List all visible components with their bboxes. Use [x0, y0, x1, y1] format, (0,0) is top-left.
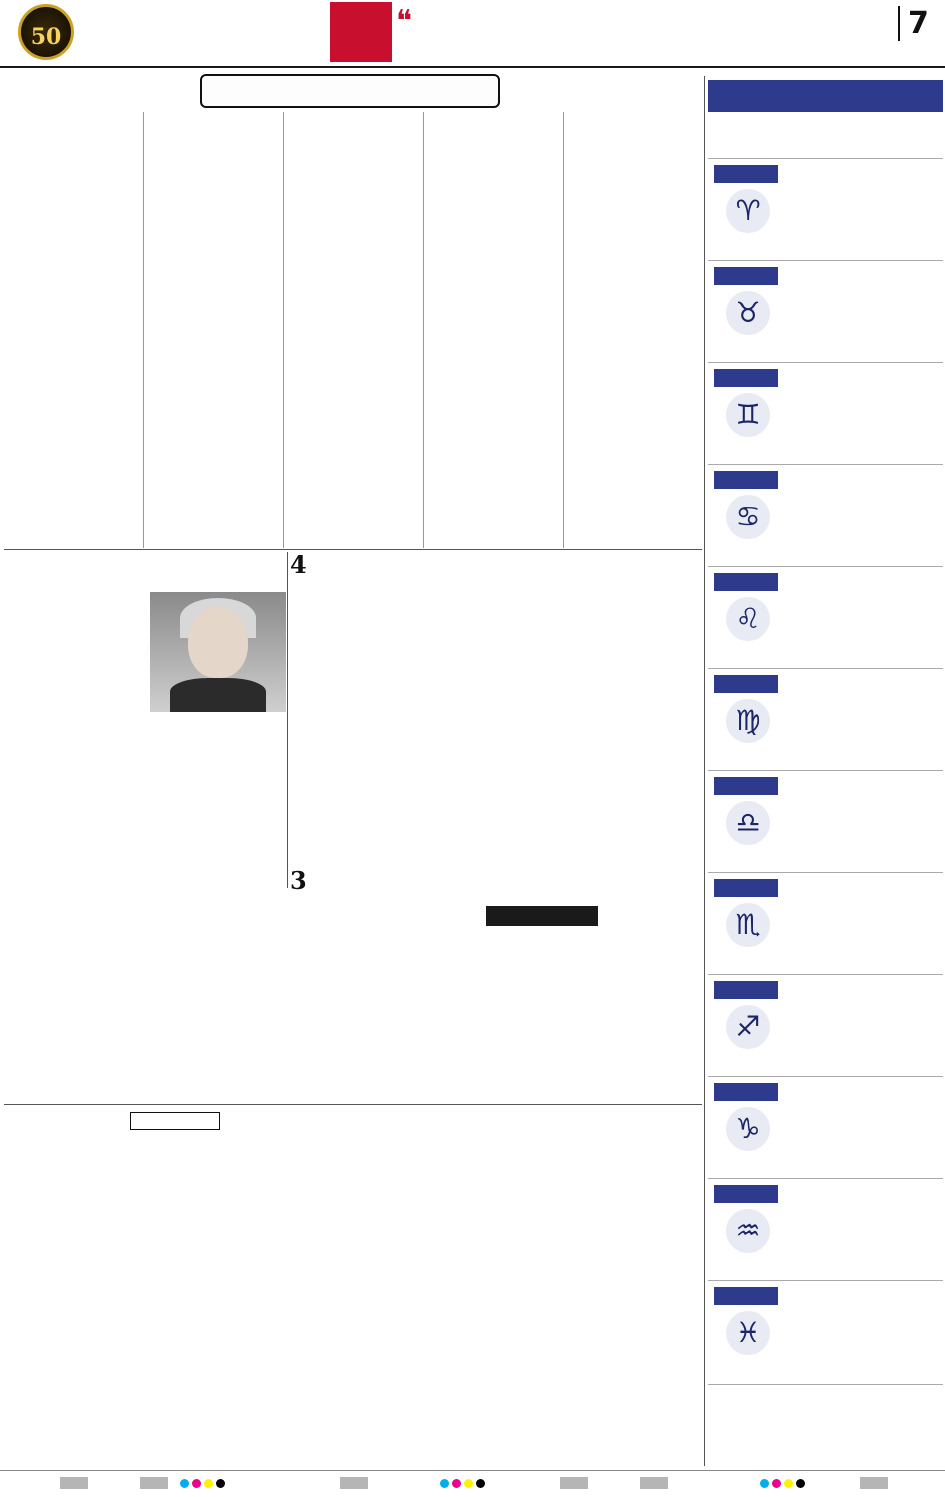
zodiac-name — [714, 573, 778, 591]
schedule-column-divider — [563, 112, 564, 548]
rashiphala-divider — [704, 76, 705, 1466]
zodiac-name — [714, 1287, 778, 1305]
grey-patch — [560, 1477, 588, 1489]
color-dot — [216, 1479, 225, 1488]
grey-patch — [860, 1477, 888, 1489]
followup-body-col3 — [290, 1112, 520, 1282]
color-dot — [784, 1479, 793, 1488]
zodiac-entry — [708, 668, 943, 773]
hostel-body-col3 — [570, 628, 702, 862]
grey-patch — [140, 1477, 168, 1489]
story-divider-1 — [287, 552, 288, 888]
zodiac-symbol-icon: ♋ — [726, 495, 770, 539]
zodiac-symbol-icon: ♎ — [726, 801, 770, 845]
zodiac-symbol-icon: ♏ — [726, 903, 770, 947]
camp-headline — [4, 1044, 286, 1070]
zodiac-entry — [708, 1076, 943, 1181]
zodiac-forecast — [784, 573, 940, 669]
court-body — [530, 1372, 702, 1466]
grey-patch — [60, 1477, 88, 1489]
photo-clothing — [170, 678, 266, 712]
schedule-heading — [200, 74, 500, 108]
zodiac-forecast — [784, 879, 940, 975]
zodiac-name — [714, 1083, 778, 1101]
zodiac-forecast — [784, 267, 940, 363]
color-dot — [760, 1479, 769, 1488]
hostel-headline-figure: 4 — [290, 550, 307, 579]
schedule-columns — [4, 112, 702, 548]
page-number: 7 — [898, 6, 929, 41]
followup-top-rule — [4, 1104, 702, 1105]
zodiac-forecast — [784, 981, 940, 1077]
quote-mark-icon: ❝ — [396, 4, 413, 39]
zodiac-entry — [708, 1178, 943, 1283]
zodiac-entry — [708, 872, 943, 977]
quote-of-day-badge — [330, 2, 392, 62]
panchang-text — [708, 1384, 943, 1464]
temple-headline — [4, 878, 286, 912]
photo-face — [188, 606, 248, 678]
color-dot — [796, 1479, 805, 1488]
schedule-column-divider — [283, 112, 284, 548]
color-dot — [192, 1479, 201, 1488]
minister-headline — [290, 866, 702, 906]
followup-body-col2 — [148, 1134, 286, 1466]
zodiac-name — [714, 165, 778, 183]
schedule-column — [284, 112, 422, 548]
color-dot — [476, 1479, 485, 1488]
zodiac-name — [714, 675, 778, 693]
zodiac-symbol-icon: ♌ — [726, 597, 770, 641]
color-dot — [180, 1479, 189, 1488]
zodiac-entry — [708, 770, 943, 875]
anniversary-logo — [8, 4, 108, 62]
temple-body — [4, 926, 286, 1040]
zodiac-forecast — [784, 675, 940, 771]
zodiac-symbol-icon: ♈ — [726, 189, 770, 233]
doctor-headline — [4, 552, 286, 588]
color-dot — [772, 1479, 781, 1488]
zodiac-entry — [708, 260, 943, 365]
odisha-body — [290, 1310, 520, 1466]
schedule-column-divider — [143, 112, 144, 548]
doctor-photo — [150, 592, 286, 712]
rashiphala-panel — [708, 80, 943, 1370]
zodiac-forecast — [784, 471, 940, 567]
camp-body — [4, 1082, 286, 1102]
zodiac-symbol-icon: ♑ — [726, 1107, 770, 1151]
followup-box-label — [130, 1112, 220, 1130]
zodiac-entry — [708, 566, 943, 671]
zodiac-entry — [708, 158, 943, 263]
zodiac-name — [714, 267, 778, 285]
zodiac-entry — [708, 464, 943, 569]
zodiac-name — [714, 981, 778, 999]
color-dot — [452, 1479, 461, 1488]
zodiac-name — [714, 1185, 778, 1203]
zodiac-symbol-icon: ♊ — [726, 393, 770, 437]
zodiac-symbol-icon: ♐ — [726, 1005, 770, 1049]
followup-body-col1 — [4, 1134, 142, 1466]
zodiac-entry — [708, 1280, 943, 1385]
zodiac-forecast — [784, 777, 940, 873]
schedule-column — [144, 112, 282, 548]
masthead — [0, 0, 945, 68]
minister-body-col1 — [290, 930, 562, 1100]
zodiac-symbol-icon: ♓ — [726, 1311, 770, 1355]
zodiac-symbol-icon: ♍ — [726, 699, 770, 743]
minister-body-col2 — [570, 910, 702, 1100]
rashiphala-title — [708, 80, 943, 112]
zodiac-forecast — [784, 1185, 940, 1281]
schedule-column-divider — [423, 112, 424, 548]
color-dot — [464, 1479, 473, 1488]
schedule-column — [4, 112, 142, 548]
schedule-column — [424, 112, 562, 548]
color-dot — [204, 1479, 213, 1488]
zodiac-symbol-icon: ♒ — [726, 1209, 770, 1253]
zodiac-name — [714, 369, 778, 387]
grey-patch — [640, 1477, 668, 1489]
hostel-body-col2 — [430, 628, 564, 862]
zodiac-forecast — [784, 1287, 940, 1383]
zodiac-name — [714, 471, 778, 489]
zodiac-name — [714, 879, 778, 897]
grey-patch — [340, 1477, 368, 1489]
color-dot — [440, 1479, 449, 1488]
zodiac-entry — [708, 974, 943, 1079]
hostel-body-col1 — [290, 640, 424, 862]
zodiac-name — [714, 777, 778, 795]
doctor-body-a — [4, 604, 146, 714]
doctor-body-b — [4, 716, 286, 874]
followup-body-col4 — [530, 1112, 702, 1348]
zodiac-symbol-icon: ♉ — [726, 291, 770, 335]
schedule-column — [564, 112, 702, 548]
minister-headline-figure: 3 — [290, 866, 307, 895]
zodiac-entry — [708, 362, 943, 467]
zodiac-forecast — [784, 165, 940, 261]
zodiac-forecast — [784, 1083, 940, 1179]
hostel-headline — [290, 548, 702, 626]
zodiac-forecast — [784, 369, 940, 465]
anniversary-number: 50 — [30, 24, 62, 50]
